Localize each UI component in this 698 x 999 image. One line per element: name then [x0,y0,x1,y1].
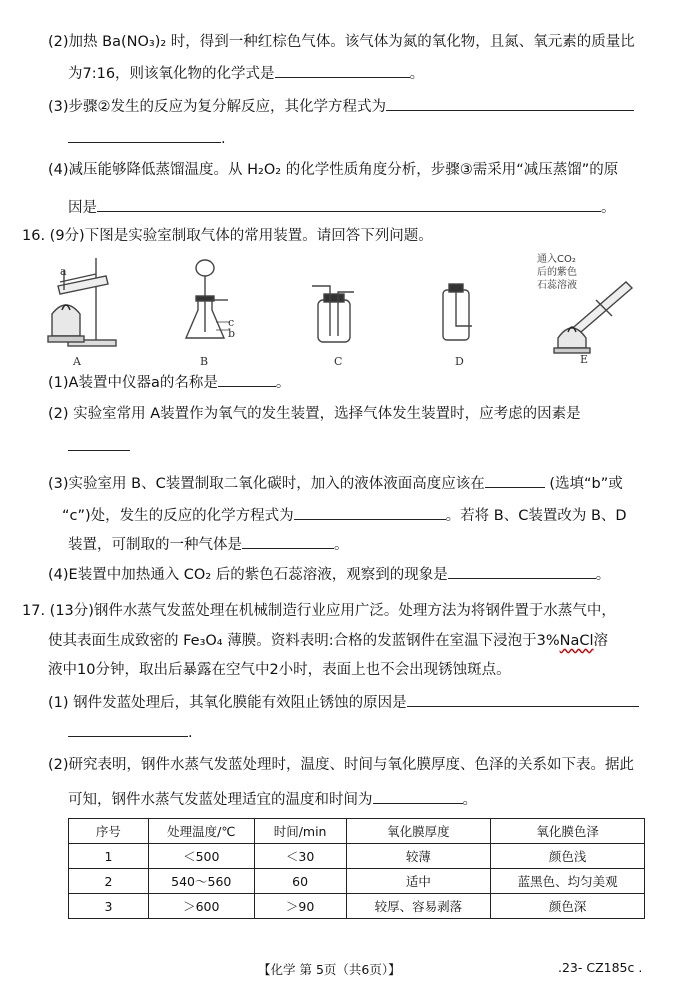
footer-code: .23- CZ185c . [558,960,643,975]
q17-line2 [48,631,608,651]
label-c: C [334,355,343,368]
answer-blank[interactable] [448,564,596,579]
q16-p3-text2: “c”)处，发生的反应的化学方程式为 [62,508,294,524]
e-note-2: 后的紫色 [537,267,577,278]
label-e: E [580,353,589,366]
q16-p2-line1: (2) 实验室常用 A装置作为氧气的发生装置，选择气体发生装置时，应考虑的因素是 [48,406,581,422]
q15-p2-end: 。 [409,66,425,82]
table-header: 序号 [69,819,149,844]
q15-p4-end: 。 [601,200,616,216]
q15-p3-line2 [68,128,226,149]
q16-p4 [48,564,610,585]
table-row [69,869,645,894]
q17-p1-end: . [188,725,193,741]
q16-p3-text1b: (选填“b”或 [549,476,623,492]
apparatus-a [48,258,116,346]
table-cell: ＜30 [254,844,346,869]
answer-blank[interactable] [485,473,545,488]
answer-blank[interactable] [275,63,410,78]
table-cell: 540～560 [148,869,254,894]
data-table [68,818,645,919]
q17-p1-text: (1) 钢件发蓝处理后，其氧化膜能有效阻止锈蚀的原因是 [48,695,407,711]
e-note-1: 通入CO₂ [537,254,576,265]
table-cell: 颜色深 [491,894,645,919]
table-cell: 适中 [346,869,491,894]
table-header: 时间/min [254,819,346,844]
q16-p3-line2 [62,505,627,526]
table-header-row [69,819,645,844]
q17-line2-text: 使其表面生成致密的 Fe₃O₄ 薄膜。资料表明:合格的发蓝钢件在室温下浸泡于3% [48,633,560,649]
q16-p1-end: 。 [275,375,291,391]
q17-p2-line1: (2)研究表明，钢件水蒸气发蓝处理时，温度、时间与氧化膜厚度、色泽的关系如下表。据此 [48,757,635,773]
label-c-mark: c [228,316,235,329]
table-row [69,844,645,869]
apparatus-e [554,282,632,353]
table-cell: 3 [69,894,149,919]
label-d: D [455,355,464,368]
answer-blank[interactable] [386,96,634,111]
apparatus-b [186,260,230,338]
q15-p2-line2 [68,63,424,84]
answer-blank[interactable] [373,789,463,804]
q16-title: 16. (9分)下图是实验室制取气体的常用装置。请回答下列问题。 [22,228,433,244]
nacl-wavy-text: NaCl [559,633,594,649]
q16-p3-text3: 装置，可制取的一种气体是 [68,537,242,553]
q15-p3-line1 [48,96,634,117]
label-a-mark: a [60,265,67,278]
q16-p1 [48,372,290,393]
q16-p2-line2 [68,436,130,457]
table-cell: 1 [69,844,149,869]
answer-blank[interactable] [218,372,276,387]
apparatus-c [312,286,354,342]
answer-blank[interactable] [68,128,221,143]
q16-p4-end: 。 [595,567,611,583]
answer-blank[interactable] [68,436,130,451]
table-cell: ＞600 [148,894,254,919]
label-a: A [73,355,81,368]
q15-p2-text: 为7:16，则该氧化物的化学式是 [68,66,275,82]
table-cell: 2 [69,869,149,894]
q16-p3-text3b: 。 [334,537,349,553]
q17-p1-line2 [68,722,193,743]
q17-line2-end: 溶 [593,633,609,649]
answer-blank[interactable] [68,722,188,737]
table-cell: 颜色浅 [491,844,645,869]
apparatus-d [443,284,472,340]
table-cell: 较厚、容易剥落 [346,894,491,919]
answer-blank[interactable] [407,692,639,707]
table-row [69,894,645,919]
table-cell: ＜500 [148,844,254,869]
q16-p3-text2b: 。若将 B、C装置改为 B、D [445,508,627,524]
q17-p1 [48,692,639,713]
table-cell: 蓝黑色、均匀美观 [491,869,645,894]
q17-line1: 17. (13分)钢件水蒸气发蓝处理在机械制造行业应用广泛。处理方法为将钢件置于水蒸气中， [22,603,616,619]
q15-p3-end: . [221,131,226,147]
label-b: B [200,355,209,368]
q17-p2-text: 可知，钢件水蒸气发蓝处理适宜的温度和时间为 [68,792,373,808]
table-header: 处理温度/℃ [148,819,254,844]
e-note-3: 石蕊溶液 [537,280,577,291]
q16-p3-line3 [68,534,349,555]
q15-p3-text: (3)步骤②发生的反应为复分解反应，其化学方程式为 [48,99,387,115]
q17-p2-line2 [68,789,477,810]
q15-p2-line1: (2)加热 Ba(NO₃)₂ 时，得到一种红棕色气体。该气体为氮的氧化物，且氮、氧元素的质量比 [48,34,635,50]
footer-page-info: 【化学 第 5页（共6页）】 [258,962,401,977]
q16-p1-text: (1)A装置中仪器a的名称是 [48,375,218,391]
label-b-mark: b [228,327,236,340]
q15-p4-line2 [68,197,616,218]
table-cell: ＞90 [254,894,346,919]
q15-p4-line1: (4)减压能够降低蒸馏温度。从 H₂O₂ 的化学性质角度分析，步骤③需采用“减压蒸馏”的原 [48,162,619,178]
answer-blank[interactable] [294,505,446,520]
table-cell: 60 [254,869,346,894]
q17-p2-end: 。 [462,792,477,808]
answer-blank[interactable] [97,197,601,212]
q16-p4-text: (4)E装置中加热通入 CO₂ 后的紫色石蕊溶液，观察到的现象是 [48,567,448,583]
q16-p3-line1 [48,473,623,494]
q17-line3: 液中10分钟，取出后暴露在空气中2小时，表面上也不会出现锈蚀斑点。 [48,662,511,678]
answer-blank[interactable] [242,534,334,549]
q15-p4-text: 因是 [68,200,97,216]
table-cell: 较薄 [346,844,491,869]
q16-p3-text1: (3)实验室用 B、C装置制取二氧化碳时，加入的液体液面高度应该在 [48,476,485,492]
table-header: 氧化膜厚度 [346,819,491,844]
table-header: 氧化膜色泽 [491,819,645,844]
